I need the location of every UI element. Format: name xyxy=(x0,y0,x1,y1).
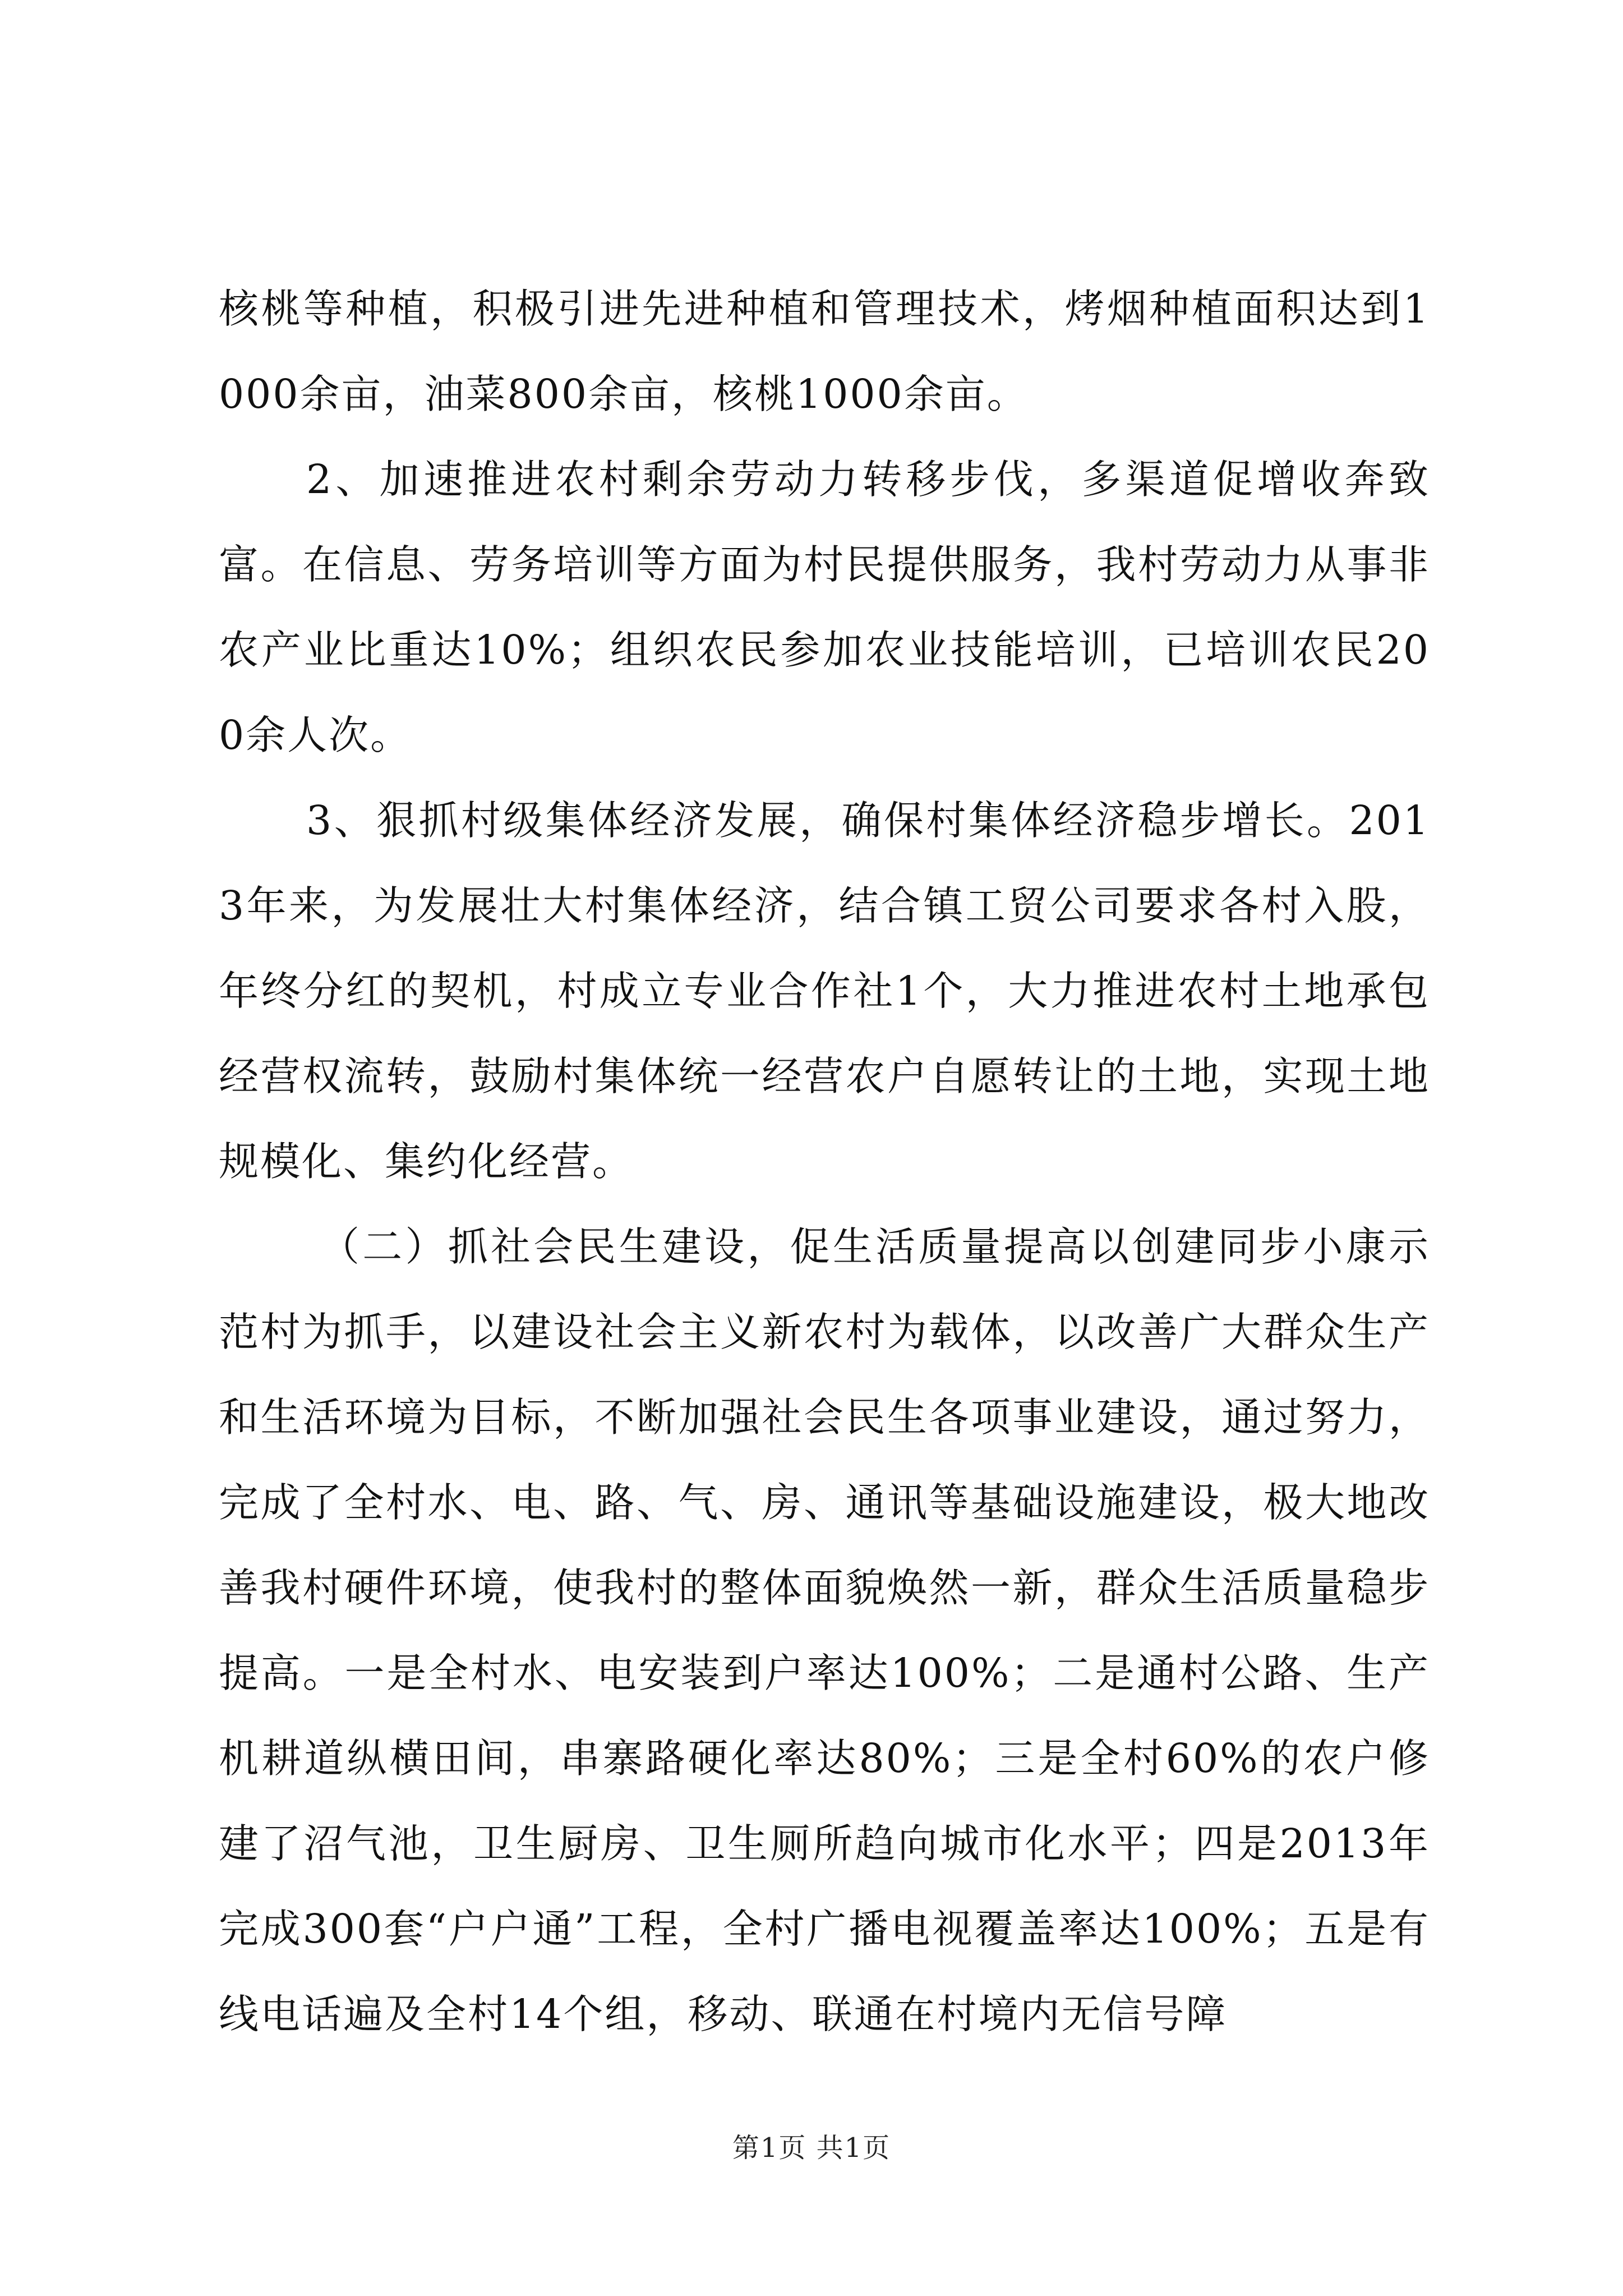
document-body xyxy=(219,266,1430,2057)
paragraph-social-livelihood: （二）抓社会民生建设，促生活质量提高以创建同步小康示范村为抓手，以建设社会主义新农村为载体，以改善广大群众生产和生活环境为目标，不断加强社会民生各项事业建设，通过努力，完成了全村水、电、路、气、房、通讯等基础设施建设，极大地改善我村硬件环境，使我村的整体面貌焕然一新，群众生活质量稳步提高。一是全村水、电安装到户率达100%；二是通村公路、生产机耕道纵横田间，串寨路硬化率达80%；三是全村60%的农户修建了沼气池，卫生厨房、卫生厕所趋向城市化水平；四是2013年完成300套“户户通”工程，全村广播电视覆盖率达100%；五是有线电话遍及全村14个组，移动、联通在村境内无信号障 xyxy=(219,1223,1430,2037)
paragraph-continuation: 核桃等种植，积极引进先进种植和管理技术，烤烟种植面积达到1000余亩，油菜800余亩，核桃1000余亩。 xyxy=(219,286,1430,417)
page-footer: 第1页 共1页 xyxy=(732,2132,891,2164)
paragraph-collective-economy: 3、狠抓村级集体经济发展，确保村集体经济稳步增长。2013年来，为发展壮大村集体经济，结合镇工贸公司要求各村入股，年终分红的契机，村成立专业合作社1个，大力推进农村土地承包经营权流转，鼓励村集体统一经营农户自愿转让的土地，实现土地规模化、集约化经营。 xyxy=(219,797,1430,1185)
paragraph-labor-transfer: 2、加速推进农村剩余劳动力转移步伐，多渠道促增收奔致富。在信息、劳务培训等方面为村民提供服务，我村劳动力从事非农产业比重达10%；组织农民参加农业技能培训，已培训农民200余人次。 xyxy=(219,456,1430,758)
